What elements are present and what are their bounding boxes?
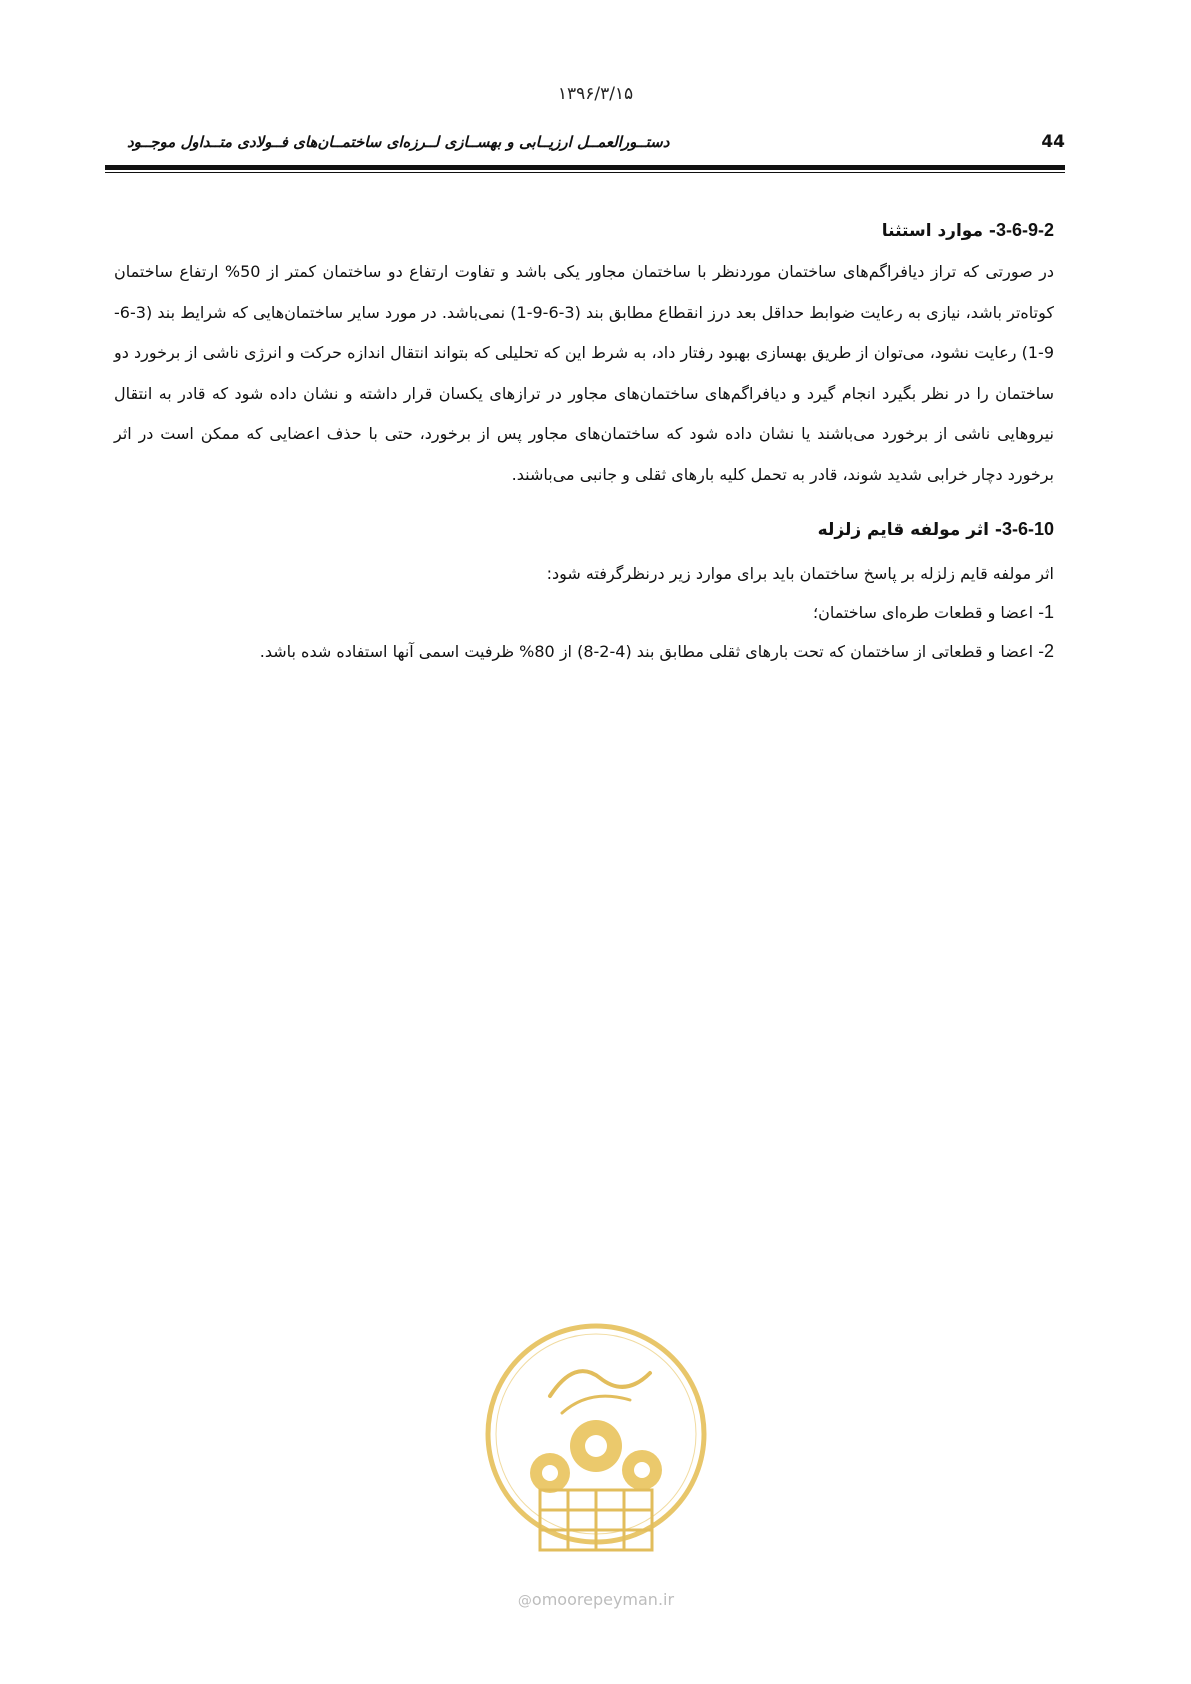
page-number: 44: [1041, 132, 1065, 152]
running-title: دستــورالعمــل ارزیــابی و بهســازی لــرزه‌ای ساختمــان‌های فــولادی متــداول موجــود: [127, 133, 670, 151]
page-header: [105, 130, 1065, 162]
section-paragraph: در صورتی که تراز دیافراگم‌های ساختمان موردنظر با ساختمان مجاور یکی باشد و تفاوت ارتفاع دو ساختمان کمتر از 50% ارتفاع ساختمان کوتاه‌تر باشد، نیازی به رعایت ضوابط حداقل بعد درز انقطاع مطابق بند (3-6-9-1) نمی‌باشد. در مورد سایر ساختمان‌هایی که شرایط بند (3-6-9-1) رعایت نشود، می‌توان از طریق بهسازی بهبود رفتار داد، به شرط این که تحلیلی که بتواند انتقال اندازه حرکت و انرژی ناشی از برخورد دو ساختمان را در نظر بگیرد انجام گیرد و دیافراگم‌های ساختمان‌های مجاور در ترازهای یکسان قرار داشته و نشان داده شود که قادر به انتقال نیروهایی ناشی از برخورد می‌باشند یا نشان داده شود که ساختمان‌های مجاور پس از برخورد، حتی با حذف اعضایی که ممکن است در اثر برخورد دچار خرابی شدید شوند، قادر به تحمل کلیه بارهای ثقلی و جانبی می‌باشند.: [114, 262, 1055, 484]
list-item-number: 1: [1043, 602, 1054, 622]
watermark-site-text: omoorepeyman.ir: [531, 1590, 675, 1609]
at-icon: @: [517, 1593, 532, 1609]
list-item-text: - اعضا و قطعات طره‌ای ساختمان؛: [813, 603, 1044, 622]
watermark-logo: [480, 1318, 712, 1580]
page-content: [114, 210, 1054, 671]
list-item: [114, 593, 1054, 632]
watermark-site: [480, 1590, 712, 1609]
section-title: - موارد استثنا: [881, 221, 996, 241]
section-intro: اثر مولفه قایم زلزله بر پاسخ ساختمان باید برای موارد زیر درنظرگرفته شود:: [546, 564, 1054, 583]
list-item-text: - اعضا و قطعاتی از ساختمان که تحت بارهای ثقلی مطابق بند (4-2-8) از 80% ظرفیت اسمی آنها استفاده شده باشد.: [259, 642, 1044, 661]
document-date: ۱۳۹۶/۳/۱۵: [557, 84, 634, 104]
section-number: 3-6-9-2: [995, 220, 1054, 240]
watermark-seal-icon: [480, 1318, 712, 1580]
section-number: 3-6-10: [1001, 519, 1054, 539]
header-rule-thick: [105, 165, 1065, 170]
list-item: [114, 632, 1054, 671]
list-item-number: 2: [1043, 641, 1054, 661]
section-heading-3-6-9-2: [114, 210, 1054, 250]
header-rule-thin: [105, 172, 1065, 173]
section-title: - اثر مولفه قایم زلزله: [817, 520, 1002, 540]
section-heading-3-6-10: [114, 509, 1054, 549]
